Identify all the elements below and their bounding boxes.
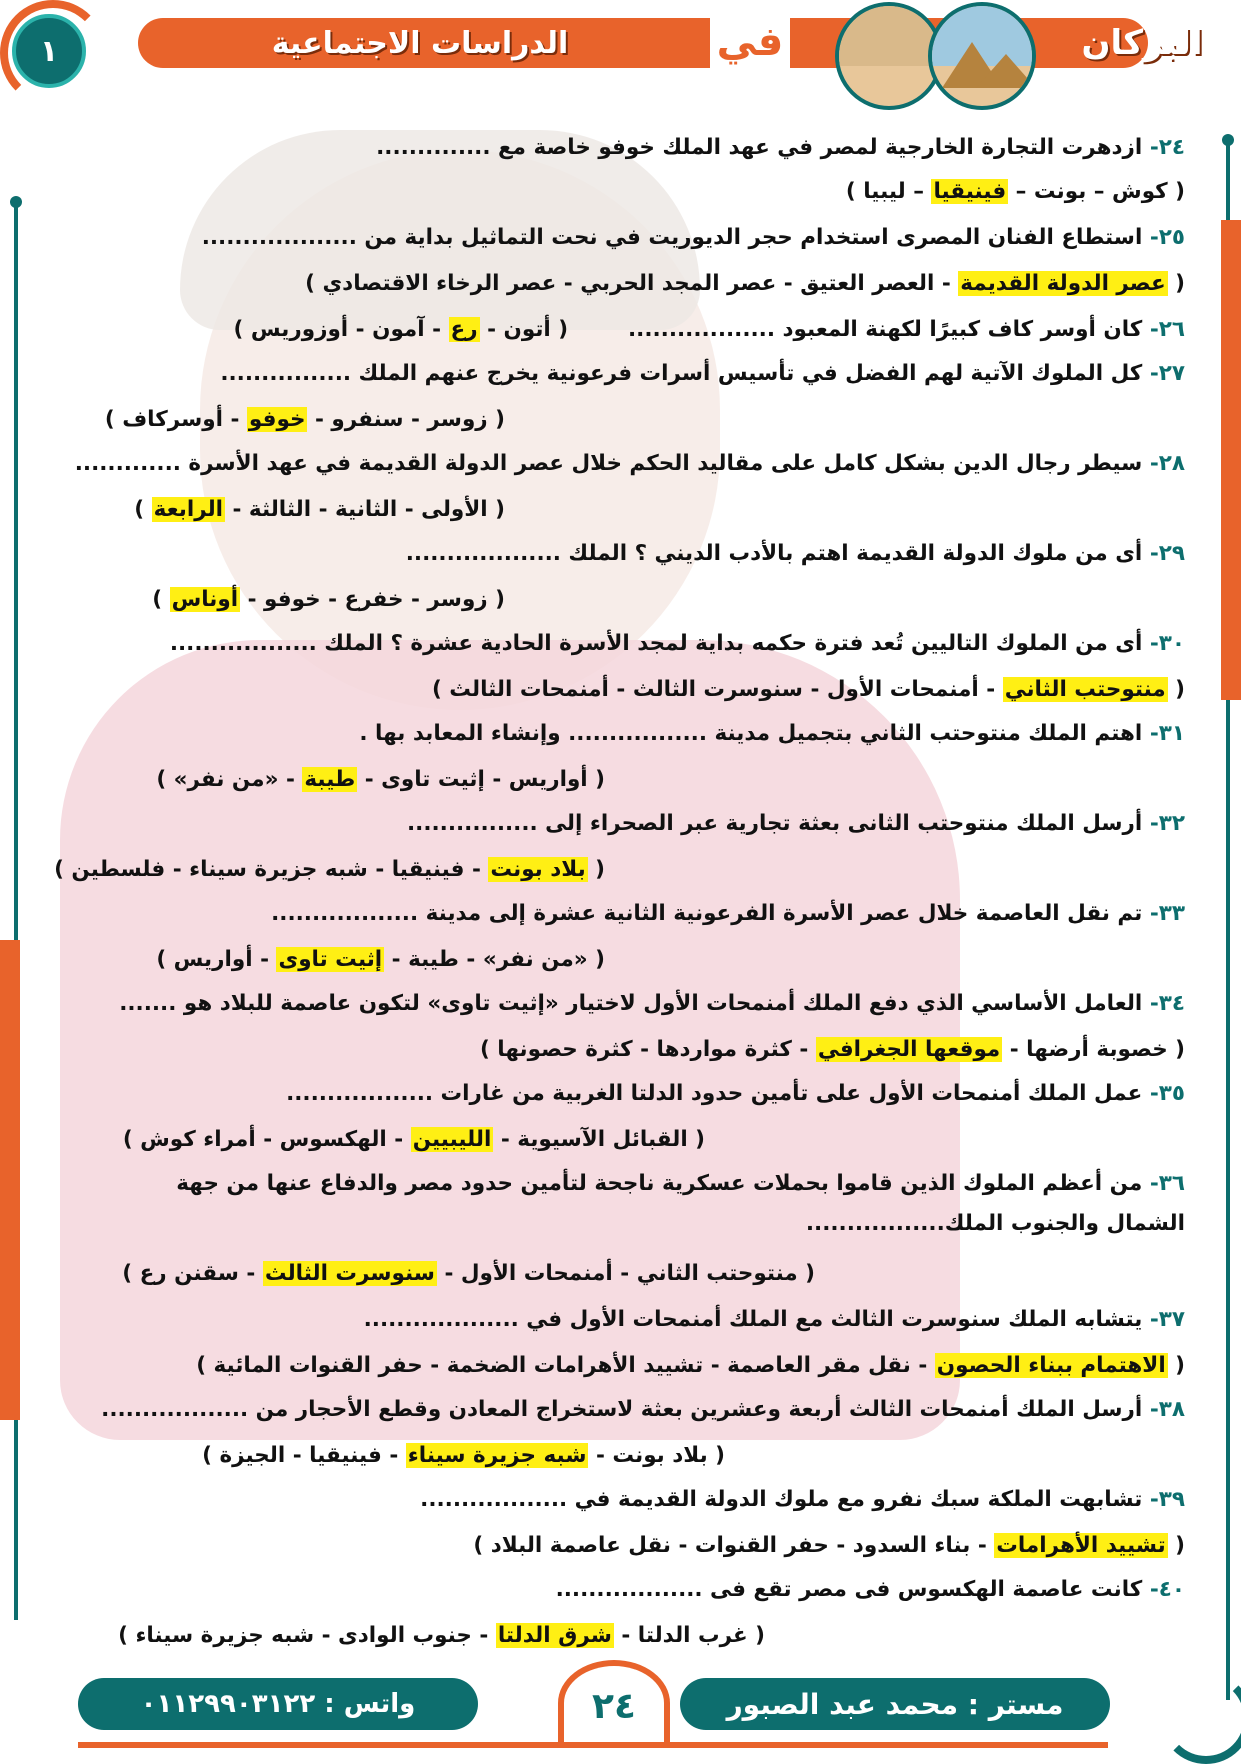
options-31: ( أواريس - إثيت تاوى - طيبة - «من نفر» ): [156, 767, 605, 792]
connector-word: في: [710, 14, 790, 70]
series-title: البركان: [1081, 23, 1203, 63]
question-36: ٣٦- من أعظم الملوك الذين قاموا بحملات عسكرية ناجحة لتأمين حدود مصر والدفاع عنها من جهة: [176, 1171, 1185, 1196]
question-33: ٣٣- تم نقل العاصمة خلال عصر الأسرة الفرعونية الثانية عشرة إلى مدينة ..................: [271, 901, 1185, 926]
options-29: ( زوسر - خفرع - خوفو - أوناس ): [152, 587, 505, 612]
options-32: ( بلاد بونت - فينيقيا - شبه جزيرة سيناء - فلسطين ): [54, 857, 605, 882]
question-26: ٢٦- كان أوسر كاف كبيرًا لكهنة المعبود .................. ( أتون - رع - آمون - أوزوريس ): [233, 317, 1185, 342]
map-picture: [835, 2, 943, 110]
options-35: ( القبائل الآسيوية - الليبيين - الهكسوس - أمراء كوش ): [122, 1127, 705, 1152]
options-36: ( منتوحتب الثاني - أمنمحات الأول - سنوسرت الثالث - سقنن رع ): [122, 1261, 815, 1286]
options-33: ( «من نفر» - طيبة - إثيت تاوى - أواريس ): [156, 947, 605, 972]
options-39: ( تشييد الأهرامات - بناء السدود - حفر القنوات - نقل عاصمة البلاد ): [473, 1533, 1185, 1558]
question-36-cont: الشمال والجنوب الملك.................: [805, 1211, 1185, 1236]
footer-rule: [78, 1742, 1108, 1748]
options-24: ( كوش – بونت – فينيقيا – ليبيا ): [845, 179, 1185, 204]
options-28: ( الأولى - الثانية - الثالثة - الرابعة ): [134, 497, 505, 522]
page-badge: ١: [12, 14, 86, 88]
right-orange-strip: [1221, 220, 1241, 700]
question-40: ٤٠- كانت عاصمة الهكسوس فى مصر تقع فى ..................: [555, 1577, 1185, 1602]
page-number: ٢٤: [558, 1660, 670, 1746]
options-27: ( زوسر - سنفرو - خوفو - أوسركاف ): [104, 407, 505, 432]
author-name: مستر : محمد عبد الصبور: [680, 1678, 1110, 1730]
question-24: ٢٤- ازدهرت التجارة الخارجية لمصر في عهد الملك خوفو خاصة مع ..............: [376, 135, 1185, 160]
question-31: ٣١- اهتم الملك منتوحتب الثاني بتجميل مدينة ................. وإنشاء المعابد بها .: [359, 721, 1185, 746]
options-25: ( عصر الدولة القديمة - العصر العتيق - عصر المجد الحربي - عصر الرخاء الاقتصادي ): [305, 271, 1185, 296]
left-orange-strip: [0, 940, 20, 1420]
question-29: ٢٩- أى من ملوك الدولة القديمة اهتم بالأدب الديني ؟ الملك ...................: [405, 541, 1185, 566]
options-37: ( الاهتمام ببناء الحصون - نقل مقر العاصمة - تشييد الأهرامات الضخمة - حفر القنوات المائية ): [196, 1353, 1185, 1378]
question-27: ٢٧- كل الملوك الآتية لهم الفضل في تأسيس أسرات فرعونية يخرج عنهم الملك ................: [220, 361, 1185, 386]
options-34: ( خصوبة أرضها - موقعها الجغرافي - كثرة مواردها - كثرة حصونها ): [479, 1037, 1185, 1062]
question-34: ٣٤- العامل الأساسي الذي دفع الملك أمنمحات الأول لاختيار «إثيت تاوى» لتكون عاصمة للبلاد هو .......: [119, 991, 1185, 1016]
question-30: ٣٠- أى من الملوك التاليين تُعد فترة حكمه بداية لمجد الأسرة الحادية عشرة ؟ الملك ..................: [169, 631, 1185, 656]
options-40: ( غرب الدلتا - شرق الدلتا - جنوب الوادى - شبه جزيرة سيناء ): [118, 1623, 765, 1648]
options-38: ( بلاد بونت - شبه جزيرة سيناء - فينيقيا - الجيزة ): [202, 1443, 725, 1468]
question-39: ٣٩- تشابهت الملكة سبك نفرو مع ملوك الدولة القديمة في ..................: [420, 1487, 1185, 1512]
whatsapp-number: واتس : ٠١١٢٩٩٠٣١٢٢: [78, 1678, 478, 1730]
question-28: ٢٨- سيطر رجال الدين بشكل كامل على مقاليد الحكم خلال عصر الدولة القديمة في عهد الأسرة .............: [74, 451, 1185, 476]
question-37: ٣٧- يتشابه الملك سنوسرت الثالث مع الملك أمنمحات الأول في ...................: [363, 1307, 1185, 1332]
question-25: ٢٥- استطاع الفنان المصرى استخدام حجر الديوريت في نحت التماثيل بداية من ...................: [201, 225, 1185, 250]
right-rule-dot: [1222, 134, 1234, 146]
question-32: ٣٢- أرسل الملك منتوحتب الثانى بعثة تجارية عبر الصحراء إلى ................: [406, 811, 1185, 836]
options-30: ( منتوحتب الثاني - أمنمحات الأول - سنوسرت الثالث - أمنمحات الثالث ): [431, 677, 1185, 702]
question-35: ٣٥- عمل الملك أمنمحات الأول على تأمين حدود الدلتا الغربية من غارات ..................: [286, 1081, 1185, 1106]
question-38: ٣٨- أرسل الملك أمنمحات الثالث أربعة وعشرين بعثة لاستخراج المعادن وقطع الأحجار من ..................: [101, 1397, 1185, 1422]
subject-title: الدراسات الاجتماعية: [271, 25, 569, 61]
corner-arc-bottom: [1160, 1672, 1241, 1764]
left-rule-dot: [10, 196, 22, 208]
pyramids-picture: [928, 2, 1036, 110]
